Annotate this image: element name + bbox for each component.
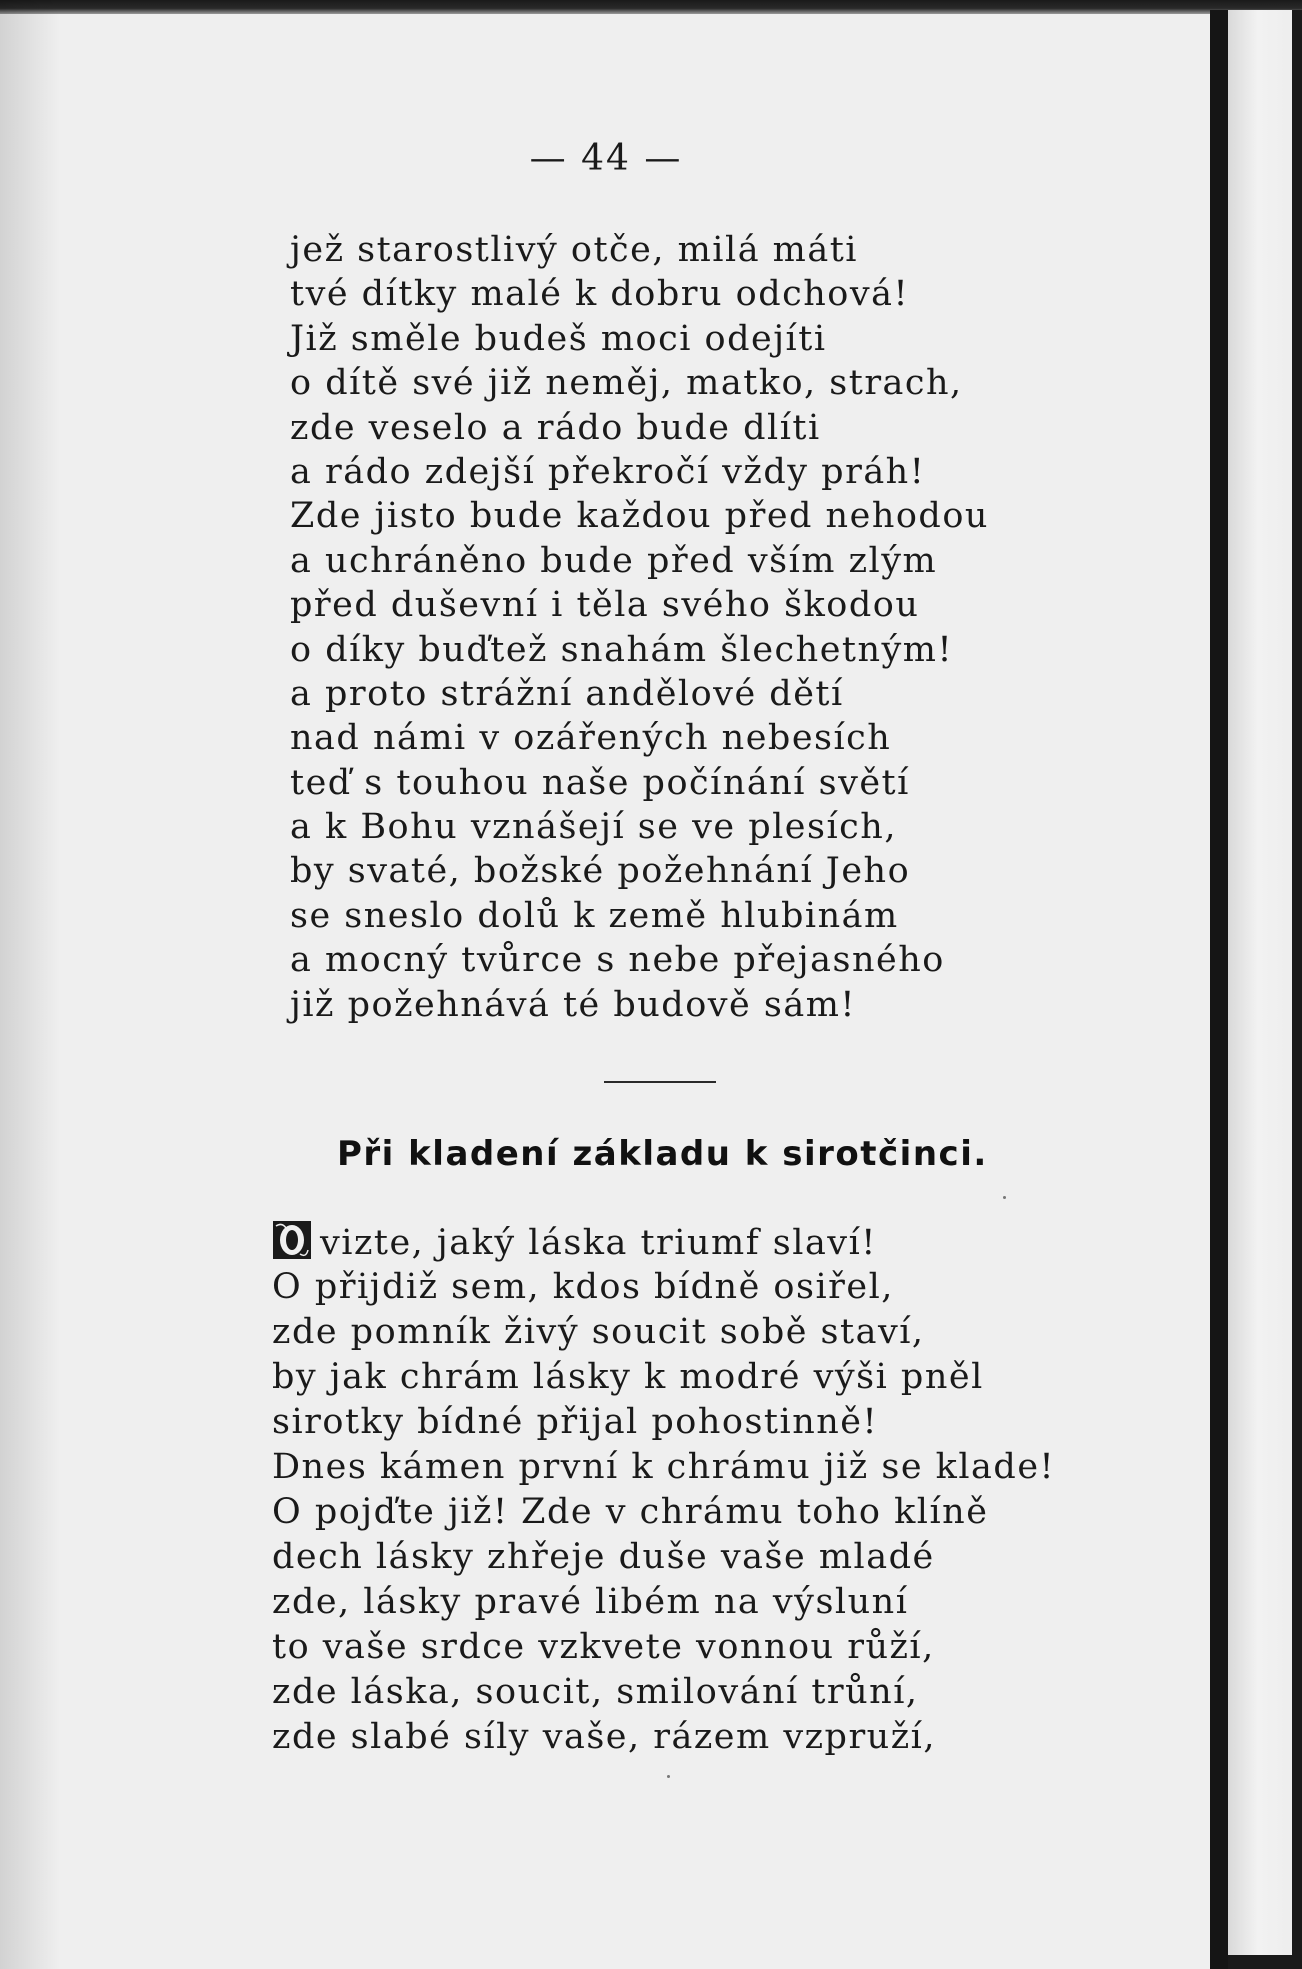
page-number: — 44 —: [529, 138, 683, 179]
poem-line: teď s touhou naše počínání světí: [290, 762, 910, 803]
poem-line: o díky buďtež snahám šlechetným!: [290, 629, 954, 670]
poem-line: zde slabé síly vaše, rázem vzpruží,: [272, 1717, 936, 1757]
poem-body: [272, 1220, 1055, 1760]
poem-continuation: [290, 228, 989, 1027]
poem-line: zde veselo a rádo bude dlíti: [290, 407, 821, 448]
poem-title: Při kladení základu k sirotčinci.: [337, 1134, 988, 1174]
poem-line: se sneslo dolů k země hlubinám: [290, 895, 899, 936]
scan-right-edge: [1292, 10, 1302, 1969]
poem-line: zde pomník živý soucit sobě staví,: [272, 1312, 925, 1352]
scan-gutter: [1210, 10, 1228, 1969]
poem-line: a uchráněno bude před vším zlým: [290, 540, 938, 581]
scan-speck: [1003, 1196, 1006, 1199]
poem-line: tvé dítky malé k dobru odchová!: [290, 274, 910, 315]
poem-first-line-text: vizte, jaký láska triumf slaví!: [320, 1223, 877, 1263]
decorative-initial-o: [272, 1220, 312, 1260]
poem-line: O pojďte již! Zde v chrámu toho klíně: [272, 1492, 989, 1532]
scan-speck: [667, 1775, 670, 1778]
poem-line: a proto strážní andělové dětí: [290, 673, 844, 714]
poem-line: již požehnává té budově sám!: [290, 984, 856, 1025]
section-divider: [604, 1081, 716, 1083]
poem-line: dech lásky zhřeje duše vaše mladé: [272, 1537, 935, 1577]
poem-line: Dnes kámen první k chrámu již se klade!: [272, 1447, 1056, 1487]
poem-line: by svaté, božské požehnání Jeho: [290, 851, 911, 892]
poem-first-line: [272, 1220, 1055, 1265]
poem-line: o dítě své již neměj, matko, strach,: [290, 363, 963, 404]
scan-top-border: [0, 0, 1302, 14]
poem-line: to vaše srdce vzkvete vonnou růží,: [272, 1627, 935, 1667]
poem-line: před duševní i těla svého škodou: [290, 585, 920, 626]
poem-line: a rádo zdejší překročí vždy práh!: [290, 451, 926, 492]
poem-line: by jak chrám lásky k modré výši pněl: [272, 1357, 984, 1397]
poem-line: Zde jisto bude každou před nehodou: [290, 496, 989, 537]
poem-line: O přijdiž sem, kdos bídně osiřel,: [272, 1267, 894, 1307]
next-page-strip: [1228, 10, 1302, 1969]
poem-line: sirotky bídné přijal pohostinně!: [272, 1402, 879, 1442]
poem-line: a k Bohu vznášejí se ve plesích,: [290, 807, 897, 848]
poem-line: Již směle budeš moci odejíti: [290, 318, 827, 359]
poem-line: nad námi v ozářených nebesích: [290, 718, 892, 759]
poem-line: jež starostlivý otče, milá máti: [290, 230, 858, 270]
poem-line: zde, lásky pravé libém na výsluní: [272, 1582, 909, 1622]
poem-line: zde láska, soucit, smilování trůní,: [272, 1672, 919, 1712]
scan-bottom-edge: [1228, 1955, 1302, 1969]
scan-left-shadow: [0, 0, 60, 1969]
poem-line: a mocný tvůrce s nebe přejasného: [290, 940, 945, 981]
